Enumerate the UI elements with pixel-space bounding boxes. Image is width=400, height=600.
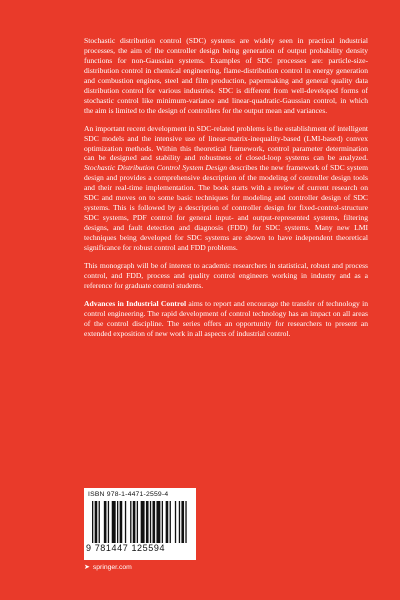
barcode-bar xyxy=(133,501,136,543)
isbn-label: ISBN 978-1-4471-2559-4 xyxy=(88,491,169,498)
barcode-bar xyxy=(125,501,126,543)
barcode-bar xyxy=(162,501,163,543)
barcode-bar xyxy=(185,501,186,543)
barcode-bar xyxy=(120,501,123,543)
barcode-bar xyxy=(137,501,138,543)
barcode-bar xyxy=(130,501,131,543)
publisher-site: springer.com xyxy=(92,563,132,571)
book-title-inline: Stochastic Distribution Control System Design xyxy=(84,163,228,173)
isbn-barcode xyxy=(84,488,196,560)
barcode-bar xyxy=(108,501,109,543)
text-segment: This monograph will be of interest to academic researchers in statistical, robust and process control, and FDD, process and quality control engineers working in industry and as a reference for graduate control students. xyxy=(84,261,368,290)
text-segment: Stochastic distribution control (SDC) systems are widely seen in practical industrial processes, the aim of the controller design being generation of output probability density functions for non-Gaussian systems. Examples of SDC processes are: particle-size-distribution control in chemical engineering, flame-distribution control in energy generation and combustion engines, steel and film production, papermaking and general quality data distribution control for various industries. SDC is different from well-developed forms of stochastic control like minimum-variance and linear-quadratic-Gaussian control, in which the aim is limited to the design of controllers for the output mean and variances. xyxy=(84,36,368,115)
barcode-bar xyxy=(170,501,171,543)
barcode-bar xyxy=(117,501,118,543)
barcode-bar xyxy=(92,501,93,543)
barcode-bars xyxy=(92,501,188,543)
barcode-bar xyxy=(175,501,176,543)
barcode-bar xyxy=(152,501,155,543)
publisher-link[interactable] xyxy=(84,563,132,571)
barcode-bar xyxy=(150,501,151,543)
text-segment: An important recent development in SDC-related problems is the establishment of intelligent SDC models and the intensive use of linear-matrix-inequality-based (LMI-based) convex optimization methods. Within this theoretical framework, control parameter determination can be designed and stability and robustness of closed-loop systems can be analyzed. xyxy=(84,123,368,163)
barcode-bar xyxy=(141,501,145,543)
arrow-icon: ➤ xyxy=(84,564,90,571)
paragraph-2 xyxy=(84,124,368,253)
barcode-bar xyxy=(166,501,169,543)
series-name: Advances in Industrial Control xyxy=(84,298,187,308)
barcode-number: 9 781447 125594 xyxy=(86,543,166,553)
barcode-bar xyxy=(146,501,149,543)
paragraph-1 xyxy=(84,36,368,116)
barcode-bar xyxy=(95,501,98,543)
barcode-bar xyxy=(112,501,116,543)
barcode-bar xyxy=(104,501,107,543)
barcode-bar xyxy=(181,501,184,543)
text-segment: describes the new framework of SDC system design and provides a comprehensive description of the modeling of controller design tools and their real-time implementation. The book starts with a review of current research on SDC and moves on to some basic techniques for modeling and controller design of SDC systems. This is followed by a description of controller design for fixed-control-structure SDC systems, PDF control for general input- and output-represented systems, filtering designs, and fault detection and diagnosis (FDD) for SDC systems. Many new LMI techniques being developed for SDC systems are shown to have independent theoretical significance for robust control and FDD problems. xyxy=(84,163,368,253)
text-segment: aims to report and encourage the transfer of technology in control engineering. The rapid development of control technology has an impact on all areas of the control discipline. The series offers an opportunity for researchers to present an extended exposition of new work in all aspects of industrial control. xyxy=(84,298,369,338)
paragraph-3 xyxy=(84,261,368,291)
barcode-bar xyxy=(99,501,100,543)
paragraph-4 xyxy=(84,299,368,339)
barcode-bar xyxy=(179,501,180,543)
description-text xyxy=(84,36,368,347)
barcode-bar xyxy=(156,501,160,543)
